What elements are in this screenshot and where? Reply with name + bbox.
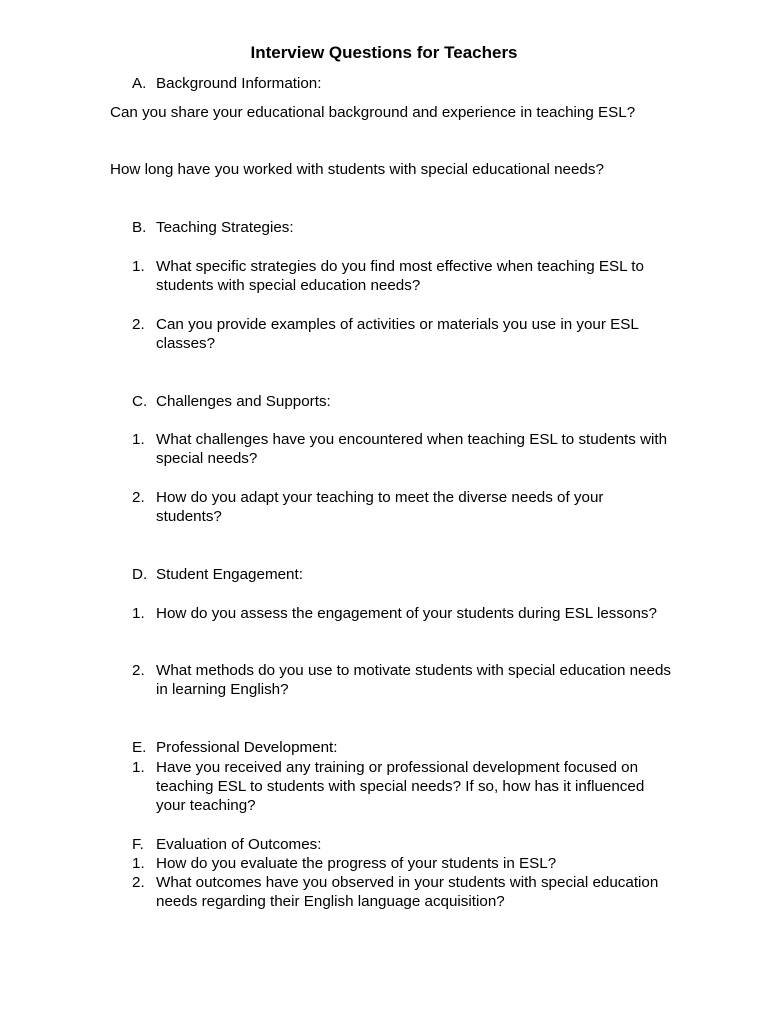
- question-number: 1.: [132, 258, 145, 275]
- question-item: [132, 257, 672, 295]
- section-heading-student-engagement: [132, 565, 672, 584]
- section-heading-professional-development: [132, 738, 672, 757]
- section-heading-label: Background Information:: [156, 75, 322, 92]
- section-marker: F.: [132, 836, 144, 853]
- question-item: [132, 854, 672, 873]
- question-number: 1.: [132, 759, 145, 776]
- section-heading-label: Teaching Strategies:: [156, 219, 294, 236]
- question-item: [132, 661, 672, 699]
- question-item: [132, 315, 672, 353]
- section-marker: A.: [132, 75, 147, 92]
- question-text: Have you received any training or professional development focused on teaching ESL to students with special needs? If so, how has it influenced your teaching?: [156, 759, 645, 815]
- question-number: 1.: [132, 431, 145, 448]
- question-item: [132, 604, 672, 623]
- question-text: What specific strategies do you find most effective when teaching ESL to students with special education needs?: [156, 258, 644, 295]
- question-number: 2.: [132, 662, 145, 679]
- question-number: 2.: [132, 489, 145, 506]
- section-heading-background: [132, 74, 672, 93]
- section-heading-evaluation: [132, 835, 672, 854]
- background-question-2: How long have you worked with students with special educational needs?: [110, 161, 604, 178]
- question-text: What challenges have you encountered when teaching ESL to students with special needs?: [156, 431, 668, 468]
- section-marker: D.: [132, 566, 148, 583]
- document-title: Interview Questions for Teachers: [250, 43, 518, 62]
- section-heading-label: Student Engagement:: [156, 566, 303, 583]
- section-heading-label: Professional Development:: [156, 739, 338, 756]
- section-marker: E.: [132, 739, 147, 756]
- section-heading-challenges: [132, 392, 672, 411]
- question-text: How do you evaluate the progress of your students in ESL?: [156, 855, 557, 872]
- section-heading-teaching-strategies: [132, 218, 672, 237]
- question-text: What outcomes have you observed in your students with special education needs regarding their English language acquisition?: [156, 874, 659, 911]
- section-marker: C.: [132, 393, 148, 410]
- question-number: 2.: [132, 874, 145, 891]
- section-heading-label: Evaluation of Outcomes:: [156, 836, 322, 853]
- question-number: 1.: [132, 605, 145, 622]
- question-text: Can you provide examples of activities or materials you use in your ESL classes?: [156, 316, 639, 353]
- question-item: [132, 873, 672, 911]
- question-text: How do you adapt your teaching to meet the diverse needs of your students?: [156, 489, 604, 526]
- background-question-1: Can you share your educational background and experience in teaching ESL?: [110, 104, 636, 121]
- question-number: 1.: [132, 855, 145, 872]
- section-heading-label: Challenges and Supports:: [156, 393, 331, 410]
- question-text: How do you assess the engagement of your students during ESL lessons?: [156, 605, 657, 622]
- question-number: 2.: [132, 316, 145, 333]
- question-text: What methods do you use to motivate students with special education needs in learning English?: [156, 662, 671, 699]
- question-item: [132, 430, 672, 468]
- section-marker: B.: [132, 219, 147, 236]
- question-item: [132, 758, 672, 816]
- question-item: [132, 488, 672, 526]
